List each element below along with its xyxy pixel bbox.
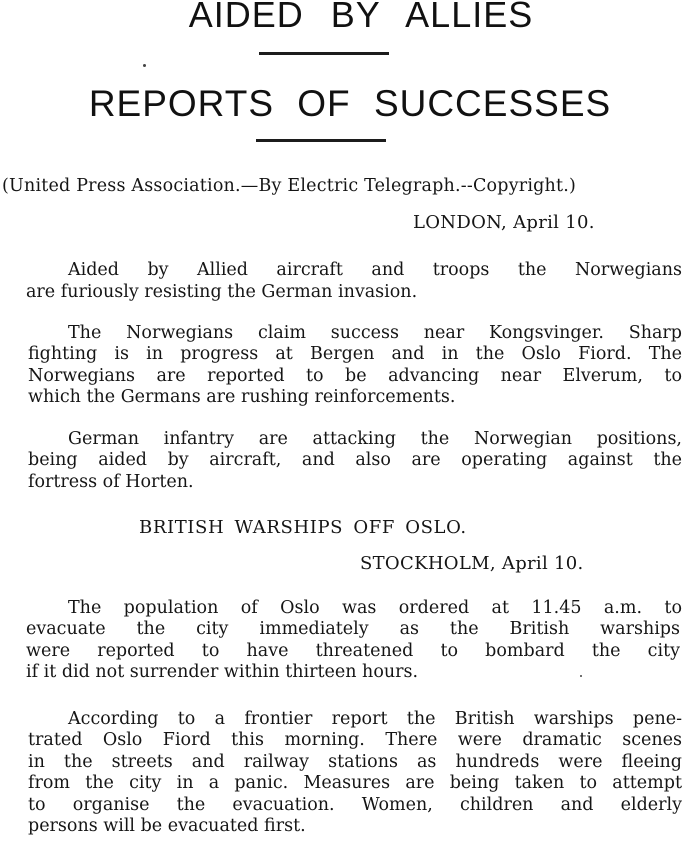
para-3-line-1: German infantry are attacking the Norwegian positions, (68, 429, 682, 449)
subheading: BRITISH WARSHIPS OFF OSLO. (139, 517, 467, 538)
para-2-line-2: fighting is in progress at Bergen and in the Oslo Fiord. The (28, 344, 682, 364)
para-2-line-3: Norwegians are reported to be advancing near Elverum, to (28, 366, 682, 386)
para-4-line-4: if it did not surrender within thirteen hours. (26, 662, 419, 682)
headline-primary: AIDED BY ALLIES (188, 0, 534, 35)
para-5-line-1: According to a frontier report the British warships pene- (68, 709, 682, 729)
para-2-line-4: which the Germans are rushing reinforcements. (28, 387, 456, 407)
para-4-line-2: evacuate the city immediately as the British warships (26, 619, 680, 639)
para-5-line-5: to organise the evacuation. Women, children and elderly (28, 795, 682, 815)
para-5-line-3: in the streets and railway stations as hundreds were fleeing (28, 752, 682, 772)
dateline-london: LONDON, April 10. (413, 212, 595, 233)
headline-rule-bottom (256, 139, 386, 142)
headline-rule-top (259, 52, 389, 55)
para-1-line-1: Aided by Allied aircraft and troops the Norwegians (68, 260, 682, 280)
para-3-line-3: fortress of Horten. (28, 472, 194, 492)
print-speck (580, 675, 582, 677)
para-1-line-2: are furiously resisting the German invasion. (26, 282, 418, 302)
print-speck (143, 64, 146, 67)
para-2-line-1: The Norwegians claim success near Kongsvinger. Sharp (68, 323, 682, 343)
para-5-line-2: trated Oslo Fiord this morning. There were dramatic scenes (28, 730, 682, 750)
para-4-line-1: The population of Oslo was ordered at 11.45 a.m. to (68, 598, 682, 618)
para-5-line-6: persons will be evacuated first. (28, 816, 306, 836)
para-4-line-3: were reported to have threatened to bombard the city (26, 641, 680, 661)
headline-secondary: REPORTS OF SUCCESSES (88, 83, 612, 124)
byline: (United Press Association.—By Electric Telegraph.--Copyright.) (2, 176, 577, 196)
dateline-stockholm: STOCKHOLM, April 10. (360, 553, 584, 574)
para-5-line-4: from the city in a panic. Measures are being taken to attempt (28, 773, 682, 793)
para-3-line-2: being aided by aircraft, and also are operating against the (28, 450, 682, 470)
